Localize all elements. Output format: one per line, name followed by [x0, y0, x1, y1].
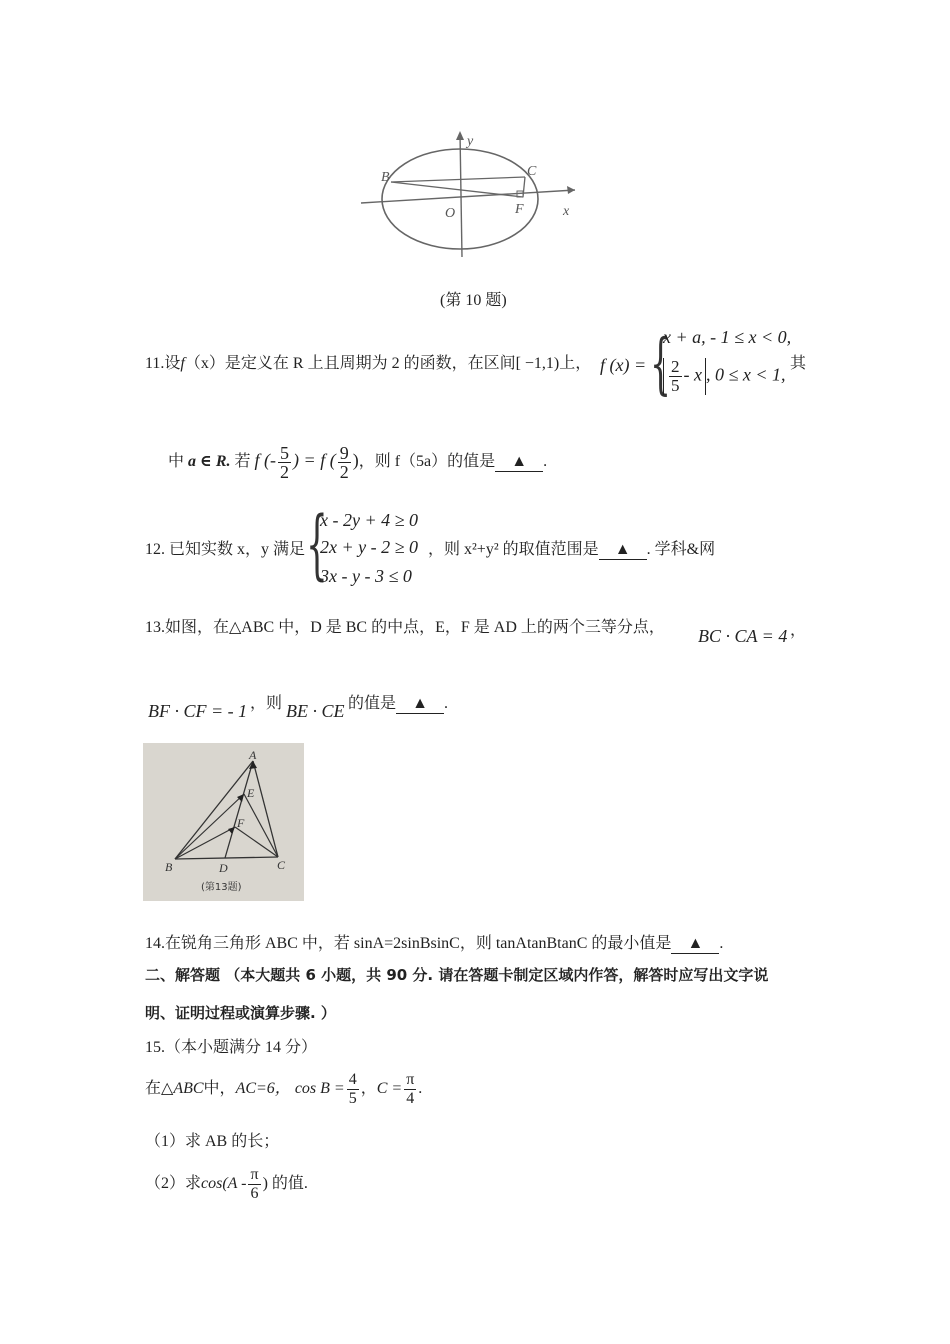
label-f: F: [515, 202, 524, 217]
q15-f2-num: π: [406, 1071, 415, 1088]
q13-tail: [348, 690, 448, 714]
q14-text: 14.在锐角三角形 ABC 中，若 sinA=2sinBsinC，则 tanAtanBtanC 的最小值是: [145, 935, 672, 952]
q11-line1: [145, 350, 591, 373]
q11-text1: 是定义在 R 上且周期为 2 的函数，在区间[ −1,1)上，: [224, 355, 592, 372]
q12-lead: 12. 已知实数 x，y 满足: [145, 541, 306, 558]
q11-case2-cond: , 0 ≤ x < 1,: [705, 364, 786, 385]
q13-text: 13.如图，在△ABC 中，D 是 BC 的中点，E，F 是 AD 上的两个三等分点，: [145, 619, 665, 636]
q11-paren-x: （x）: [184, 355, 225, 372]
q11-case2-num: 2: [671, 357, 680, 376]
label-f: F: [237, 816, 245, 830]
q11-close: ): [352, 450, 359, 471]
q15-part2: [145, 1166, 308, 1203]
figure-13-caption: (第13题): [201, 882, 242, 893]
q11-text2: ，则 f（5a）的值是: [358, 453, 496, 471]
q13-ze: ，则: [250, 695, 283, 712]
label-y: y: [467, 134, 474, 149]
q15-f3-den: 6: [250, 1185, 259, 1202]
q15-f1-num: 4: [348, 1071, 357, 1088]
q11-case2-den: 5: [671, 376, 680, 395]
q12-c3: 3x - y - 3 ≤ 0: [320, 566, 412, 586]
label-x: x: [563, 204, 570, 219]
q13-eq3: BE · CE: [286, 701, 345, 721]
x-axis: [361, 190, 575, 203]
label-a: A: [249, 748, 257, 762]
q15-f3-num: π: [250, 1166, 259, 1183]
q11-a-in-r: a ∈ R.: [188, 453, 231, 471]
q15-c: C =: [376, 1080, 403, 1098]
figure-13-triangle: [143, 743, 304, 901]
q11-fx: f (x) =: [600, 355, 647, 375]
q11-lead: 11.设: [145, 355, 181, 372]
section2-line1: 二、解答题 （本大题共 6 小题，共 90 分. 请在答题卡制定区域内作答，解答时应写出文字说: [145, 966, 769, 984]
q13-text2: 的值是: [348, 695, 397, 712]
q11-f: f: [180, 355, 185, 372]
q11-frac2-num: 9: [339, 443, 349, 463]
q11-case2: [663, 358, 786, 395]
label-c: C: [527, 164, 537, 179]
q11-frac2-den: 2: [339, 462, 349, 482]
q11-qi: 其: [790, 355, 807, 372]
q15-cosb: cos B =: [294, 1080, 345, 1098]
q15-f2-den: 4: [406, 1090, 415, 1107]
label-c: C: [277, 858, 286, 872]
q15-p2-lead: （2）求: [145, 1175, 202, 1193]
q12-c2: 2x + y - 2 ≥ 0: [320, 537, 418, 557]
q13-comma1: ，: [790, 622, 807, 639]
q15-part1: （1）求 AB 的长；: [145, 1133, 280, 1150]
label-b: B: [381, 170, 390, 185]
q15-p2-cos: cos(A -: [201, 1175, 247, 1193]
q15-sep: ，: [360, 1080, 377, 1098]
q12-brace: {: [306, 499, 328, 588]
q15-title: 15.（本小题满分 14 分）: [145, 1039, 318, 1056]
q11-frac1-num: 5: [280, 443, 290, 463]
y-axis: [460, 133, 462, 257]
x-axis-arrow: [567, 186, 575, 194]
q11-line2: [168, 444, 547, 481]
section2-line2: 明、证明过程或演算步骤. ）: [145, 1004, 336, 1022]
label-d: D: [219, 861, 228, 875]
q13-eq1: BC · CA = 4: [698, 626, 788, 646]
q11-f-left: f (-: [254, 450, 277, 471]
q14-line: [145, 930, 723, 954]
label-o: O: [445, 206, 456, 221]
q12-tail: [428, 536, 715, 560]
q11-eq: ) = f (: [293, 450, 336, 471]
q15-given: [145, 1071, 422, 1108]
photo-background: [143, 743, 304, 901]
q12-answer-blank[interactable]: ▲: [599, 541, 647, 560]
q15-p2-end: ) 的值.: [262, 1175, 308, 1193]
q11-answer-blank[interactable]: ▲: [495, 453, 543, 472]
q14-end: .: [719, 935, 724, 952]
q15-f1-den: 5: [348, 1090, 357, 1107]
q11-case1: x + a, - 1 ≤ x < 0,: [663, 327, 792, 347]
q15-tri: △ABC: [161, 1080, 204, 1098]
q14-answer-blank[interactable]: ▲: [671, 935, 719, 954]
q15-end: .: [418, 1080, 423, 1098]
q11-end: .: [543, 453, 548, 471]
q12-text: ，则 x²+y² 的取值范围是: [428, 541, 599, 558]
label-b: B: [165, 860, 173, 874]
q13-answer-blank[interactable]: ▲: [396, 695, 444, 714]
q11-zhong: 中: [168, 453, 185, 471]
q12-c1: x - 2y + 4 ≥ 0: [320, 510, 418, 530]
label-e: E: [247, 786, 255, 800]
q12-end: . 学科&网: [646, 541, 716, 558]
q15-lead: 在: [145, 1080, 162, 1098]
segment-bc: [391, 177, 525, 182]
q15-zhong: 中，: [203, 1080, 236, 1098]
q11-case2-rest: - x: [683, 364, 702, 385]
segment-bf: [391, 182, 523, 197]
q13-eq2: BF · CF = - 1: [148, 701, 248, 721]
figure-10-caption: (第 10 题): [440, 292, 507, 309]
q11-frac1-den: 2: [280, 462, 290, 482]
figure-10-ellipse: [355, 125, 585, 265]
q11-ruo: 若: [234, 453, 251, 471]
q13-end: .: [444, 695, 449, 712]
y-axis-arrow: [456, 131, 464, 140]
q15-ac: AC=6，: [235, 1080, 291, 1098]
q11-brace: {: [650, 325, 671, 402]
